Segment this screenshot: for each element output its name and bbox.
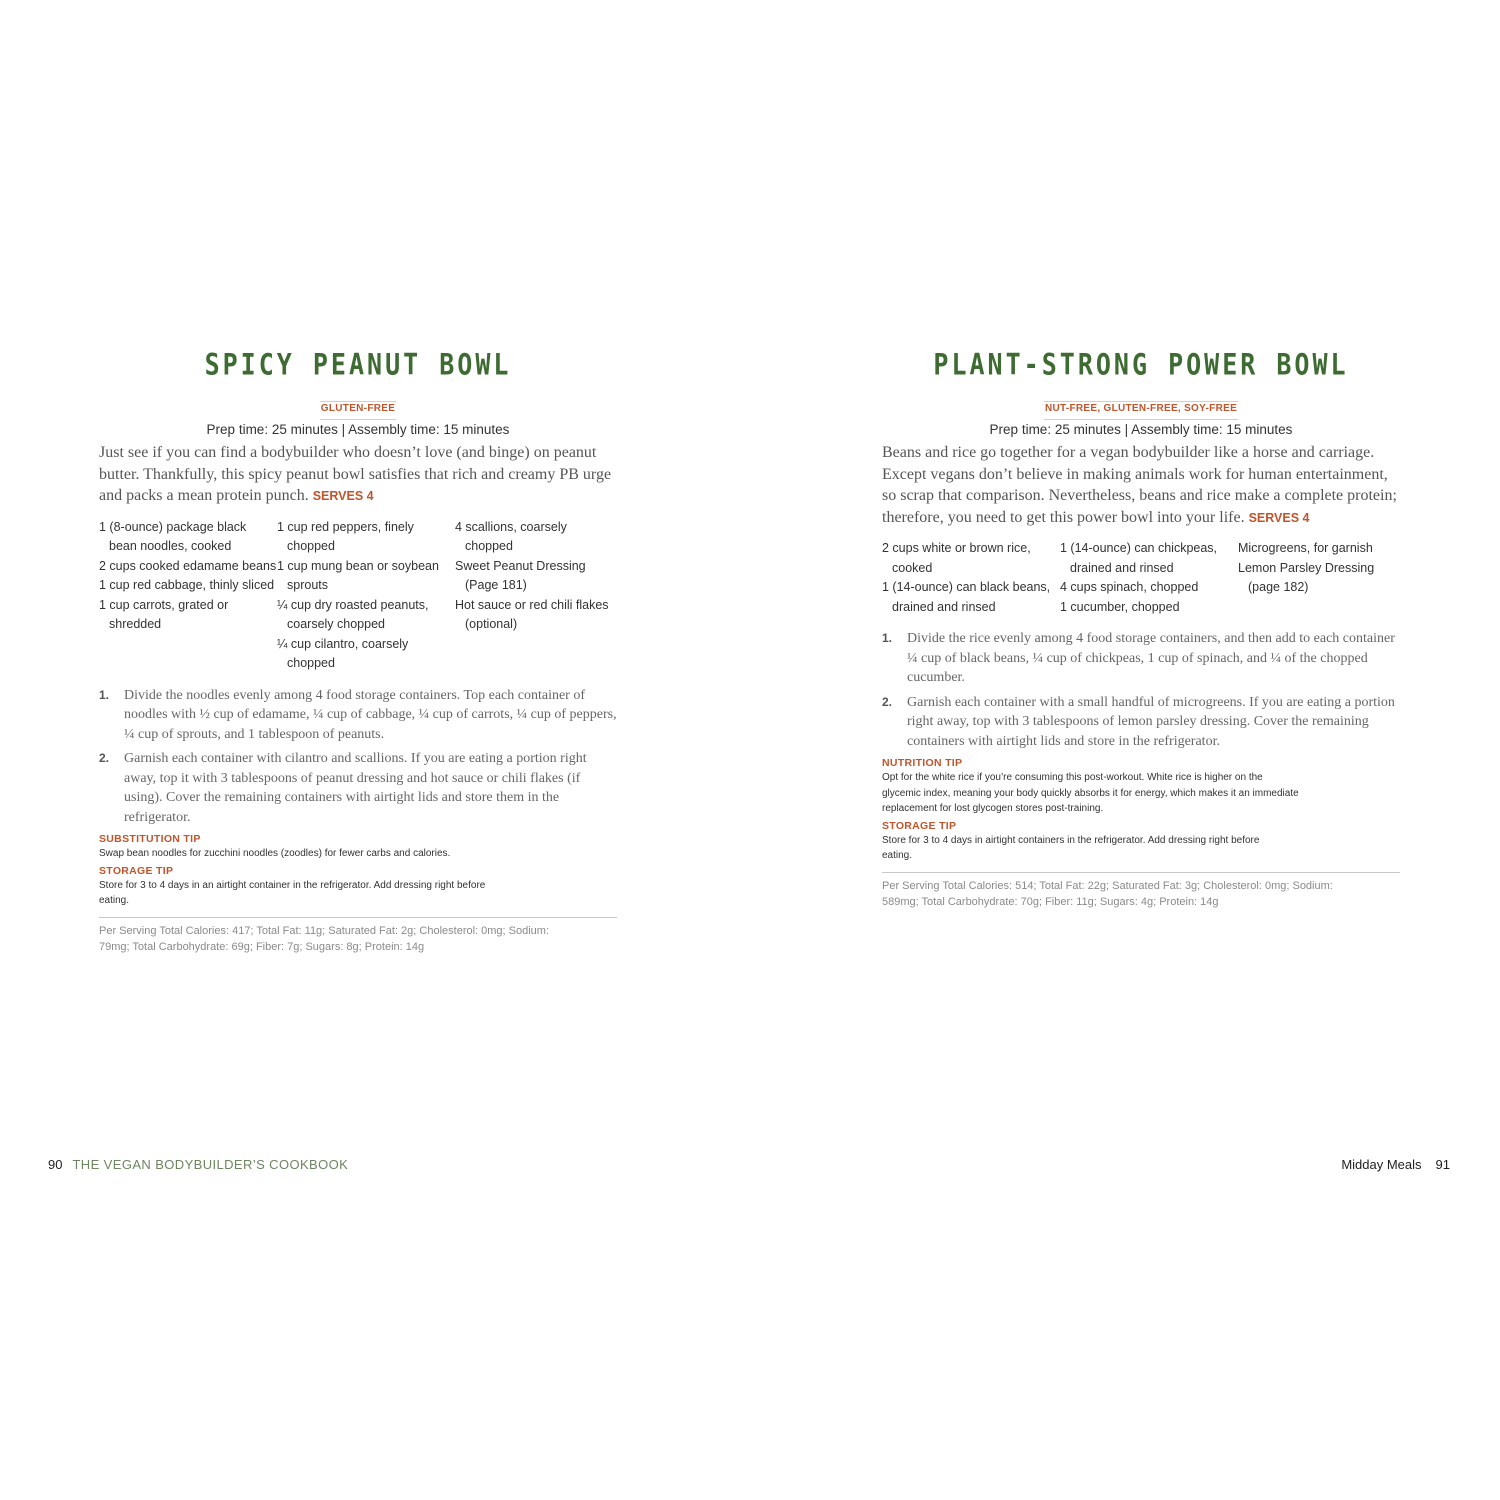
ingredients-column (99, 518, 277, 674)
ingredient-item: Sweet Peanut Dressing (Page 181) (455, 558, 586, 592)
ingredients-column (1238, 539, 1400, 617)
tip-heading: STORAGE TIP (882, 819, 957, 832)
tip-heading: STORAGE TIP (99, 864, 174, 877)
step-number: 1. (99, 687, 110, 702)
diet-tag-label: GLUTEN-FREE (320, 401, 396, 420)
intro-paragraph (99, 442, 617, 508)
diet-tags (882, 396, 1400, 416)
nutrition-info: Per Serving Total Calories: 417; Total Fat: 11g; Saturated Fat: 2g; Cholesterol: 0mg; Sodium: 79mg; Total Carbohydrate: 69g; Fiber: 7g; Sugars: 8g; Protein: 14g (99, 924, 550, 953)
serves-label: SERVES 4 (1248, 510, 1310, 525)
ingredient-item: 1 (14-ounce) can chickpeas, drained and rinsed (1060, 541, 1218, 575)
tip-heading: SUBSTITUTION TIP (99, 833, 201, 845)
intro-text: Just see if you can find a bodybuilder who doesn’t love (and binge) on peanut butter. Thankfully, this spicy peanut bowl satisfies that rich and creamy PB urge and packs a mean protein punch. (99, 444, 612, 504)
diet-tag-label: NUT-FREE, GLUTEN-FREE, SOY-FREE (1044, 401, 1238, 420)
timing: Prep time: 25 minutes | Assembly time: 15 minutes (206, 422, 510, 437)
book-title: THE VEGAN BODYBUILDER’S COOKBOOK (72, 1157, 349, 1172)
storage-tip (882, 819, 1282, 864)
nutrition-divider (882, 872, 1400, 873)
ingredient-item: Microgreens, for garnish (1238, 541, 1373, 555)
step-text: Divide the rice evenly among 4 food storage containers, and then add to each container ¼ cup of black beans, ¼ cup of chickpeas, 1 cup of spinach, and ¼ of the chopped cucumber. (907, 631, 1395, 685)
page-number: 90 (48, 1157, 63, 1172)
ingredients-column (1060, 539, 1238, 617)
method-step (99, 749, 617, 827)
tip-text: Store for 3 to 4 days in airtight containers in the refrigerator. Add dressing right before eating. (882, 834, 1260, 861)
tip-heading: NUTRITION TIP (882, 757, 963, 769)
method-steps (99, 686, 617, 828)
page-footer (1341, 1156, 1450, 1174)
chapter-title: Midday Meals (1341, 1157, 1422, 1172)
tip-text: Store for 3 to 4 days in an airtight container in the refrigerator. Add dressing right before eating. (99, 879, 486, 906)
method-step (882, 693, 1400, 752)
ingredient-item: 1 cup red cabbage, thinly sliced (99, 578, 275, 592)
step-number: 2. (99, 751, 110, 765)
recipe-title: SPICY PEANUT BOWL (204, 347, 512, 382)
ingredient-item: 1 cup red peppers, finely chopped (277, 519, 414, 553)
nutrition-tip (882, 756, 1302, 817)
method-steps (882, 629, 1400, 751)
step-text: Garnish each container with a small handful of microgreens. If you are eating a portion right away, top with 3 tablespoons of lemon parsley dressing. Cover the remaining containers with airtight lids and store in the refrigerator. (907, 694, 1395, 749)
ingredient-item: 4 cups spinach, chopped (1060, 580, 1199, 594)
method-step (99, 686, 617, 745)
serves-label: SERVES 4 (312, 489, 374, 503)
ingredient-item: 2 cups white or brown rice, cooked (882, 541, 1031, 575)
nutrition-info: Per Serving Total Calories: 514; Total Fat: 22g; Saturated Fat: 3g; Cholesterol: 0mg; Sodium: 589mg; Total Carbohydrate: 70g; Fiber: 11g; Sugars: 4g; Protein: 14g (882, 879, 1333, 908)
substitution-tip (99, 832, 617, 862)
ingredient-item: 2 cups cooked edamame beans (99, 558, 277, 573)
nutrition-divider (99, 917, 617, 918)
step-number: 2. (882, 694, 893, 709)
method-step (882, 629, 1400, 688)
ingredients-list (882, 539, 1400, 617)
ingredients-column (277, 518, 455, 674)
ingredient-item: Hot sauce or red chili flakes (optional) (455, 597, 609, 631)
ingredient-item: 4 scallions, coarsely chopped (455, 519, 567, 553)
ingredient-item: 1 cucumber, chopped (1060, 599, 1180, 614)
step-number: 1. (882, 631, 893, 645)
ingredient-item: ¼ cup cilantro, coarsely chopped (277, 636, 409, 670)
ingredients-list (99, 518, 617, 674)
tip-text: Opt for the white rice if you’re consuming this post-workout. White rice is higher on the glycemic index, meaning your body quickly absorbs it for energy, which makes it an immediate replacement for lost glycogen stores post-training. (882, 772, 1299, 814)
ingredient-item: 1 (14-ounce) can black beans, drained and rinsed (882, 580, 1051, 614)
recipe-plant-strong-power-bowl (882, 347, 1400, 911)
step-text: Divide the noodles evenly among 4 food storage containers. Top each container of noodles with ½ cup of edamame, ¼ cup of cabbage, ¼ cup of carrots, ¼ cup of peppers, ¼ cup of sprouts, and 1 tablespoon of peanuts. (124, 687, 617, 742)
ingredient-item: ¼ cup dry roasted peanuts, coarsely chopped (277, 597, 429, 631)
recipe-spicy-peanut-bowl (99, 347, 617, 956)
page-footer (48, 1156, 348, 1174)
storage-tip (99, 864, 499, 909)
recipe-title: PLANT-STRONG POWER BOWL (933, 347, 1349, 382)
intro-text: Beans and rice go together for a vegan bodybuilder like a horse and carriage. Except vegans don’t believe in making animals work for human entertainment, so scrap that comparison. Nevertheless, beans and rice make a complete protein; therefore, you need to get this power bowl into your life. (882, 444, 1397, 526)
ingredient-item: 1 cup mung bean or soybean sprouts (277, 558, 439, 592)
diet-tags (99, 396, 617, 416)
timing: Prep time: 25 minutes | Assembly time: 15 minutes (989, 422, 1293, 437)
tip-text: Swap bean noodles for zucchini noodles (zoodles) for fewer carbs and calories. (99, 848, 451, 859)
step-text: Garnish each container with cilantro and scallions. If you are eating a portion right away, top it with 3 tablespoons of peanut dressing and hot sauce or chili flakes (if using). Cover the remaining containers with airtight lids and store them in the refrigerator. (124, 751, 587, 825)
page-number: 91 (1435, 1157, 1450, 1172)
ingredients-column (882, 539, 1060, 617)
intro-paragraph (882, 442, 1400, 529)
ingredient-item: 1 (8-ounce) package black bean noodles, cooked (99, 519, 247, 553)
ingredients-column (455, 518, 617, 674)
right-page (750, 0, 1500, 1500)
ingredient-item: 1 cup carrots, grated or shredded (99, 597, 229, 631)
ingredient-item: Lemon Parsley Dressing (page 182) (1238, 560, 1375, 594)
